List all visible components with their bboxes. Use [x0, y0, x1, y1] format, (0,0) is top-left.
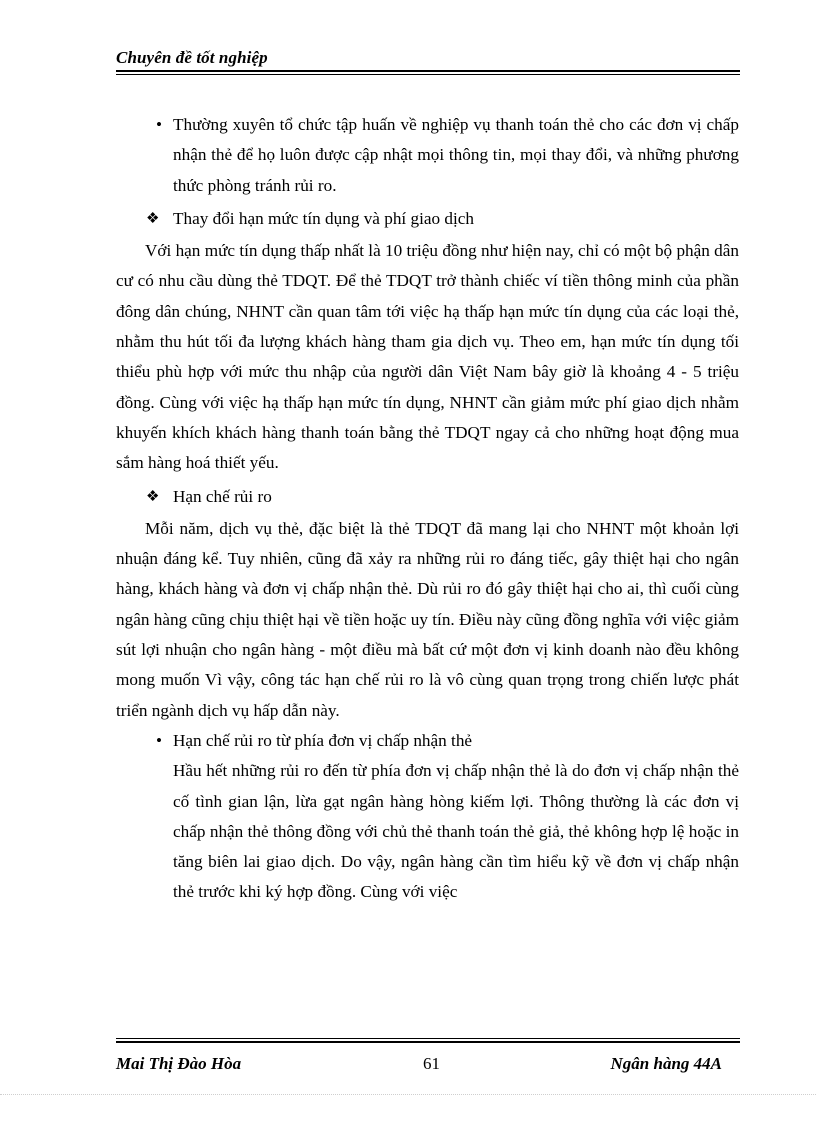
footer-rule-thick — [116, 1041, 740, 1043]
paragraph-risk: Mỗi năm, dịch vụ thẻ, đặc biệt là thẻ TDQT đã mang lại cho NHNT một khoản lợi nhuận đáng kể. Tuy nhiên, cũng đã xảy ra những rủi ro đáng tiếc, gây thiệt hại cho ngân hàng, khách hàng và đơn vị chấp nhận thẻ. Dù rủi ro đó gây thiệt hại cho ai, thì cuối cùng ngân hàng cũng chịu thiệt hại về tiền hoặc uy tín. Điều này cũng đồng nghĩa với việc giảm sút lợi nhuận cho ngân hàng - một điều mà bất cứ một đơn vị kinh doanh nào đều không mong muốn Vì vậy, công tác hạn chế rủi ro là vô cùng quan trọng trong chiến lược phát triển ngành dịch vụ hấp dẫn này. — [116, 518, 739, 720]
section-heading-credit-limit — [116, 204, 739, 234]
paragraph-credit-limit: Với hạn mức tín dụng thấp nhất là 10 triệu đồng như hiện nay, chỉ có một bộ phận dân cư có nhu cầu dùng thẻ TDQT. Để thẻ TDQT trở thành chiếc ví tiền thông minh của phần đông dân chúng, NHNT cần quan tâm tới việc hạ thấp hạn mức tín dụng của các loại thẻ, nhằm thu hút tối đa lượng khách hàng tham gia dịch vụ. Theo em, hạn mức tín dụng tối thiểu phù hợp với mức thu nhập của người dân Việt Nam bây giờ là khoảng 4 - 5 triệu đồng. Cùng với việc hạ thấp hạn mức tín dụng, NHNT cần giảm mức phí giao dịch nhằm khuyến khích khách hàng thanh toán bằng thẻ TDQT ngay cả cho những hoạt động mua sắm hàng hoá thiết yếu. — [116, 241, 739, 473]
page-edge-divider — [0, 1094, 816, 1095]
diamond-bullet-icon: ❖ — [146, 210, 160, 227]
bullet-icon: • — [156, 115, 163, 134]
diamond-bullet-icon: ❖ — [146, 488, 160, 505]
bullet-text: Hạn chế rủi ro từ phía đơn vị chấp nhận thẻ — [173, 730, 473, 750]
footer-author: Mai Thị Đào Hòa — [116, 1054, 242, 1073]
paragraph-merchant-risk: Hầu hết những rủi ro đến từ phía đơn vị chấp nhận thẻ là do đơn vị chấp nhận thẻ cố tình gian lận, lừa gạt ngân hàng hòng kiếm lợi. Thông thường là các đơn vị chấp nhận thẻ thông đồng với chủ thẻ thanh toán thẻ giả, thẻ không hợp lệ hoặc in tăng biên lai giao dịch. Do vậy, ngân hàng cần tìm hiểu kỹ về đơn vị chấp nhận thẻ trước khi ký hợp đồng. Cùng với việc — [173, 761, 739, 902]
header-title: Chuyên đề tốt nghiệp — [116, 48, 268, 67]
header-rule-thick — [116, 70, 740, 72]
bullet-icon: • — [156, 730, 163, 750]
section-heading-text: Thay đổi hạn mức tín dụng và phí giao dịch — [173, 208, 474, 228]
section-heading-text: Hạn chế rủi ro — [173, 486, 272, 506]
bullet-item-merchant-risk — [116, 726, 739, 756]
section-heading-risk — [116, 482, 739, 512]
body-text — [116, 110, 739, 908]
page-footer — [116, 1054, 740, 1078]
bullet-item-training — [116, 110, 739, 201]
footer-rule-thin — [116, 1038, 740, 1039]
page-number: 61 — [423, 1054, 440, 1073]
header-rule-thin — [116, 74, 740, 75]
bullet-text: Thường xuyên tổ chức tập huấn về nghiệp vụ thanh toán thẻ cho các đơn vị chấp nhận thẻ để họ luôn được cập nhật mọi thông tin, mọi thay đổi, và những phương thức phòng tránh rủi ro. — [173, 115, 739, 195]
footer-class: Ngân hàng 44A — [610, 1054, 722, 1073]
